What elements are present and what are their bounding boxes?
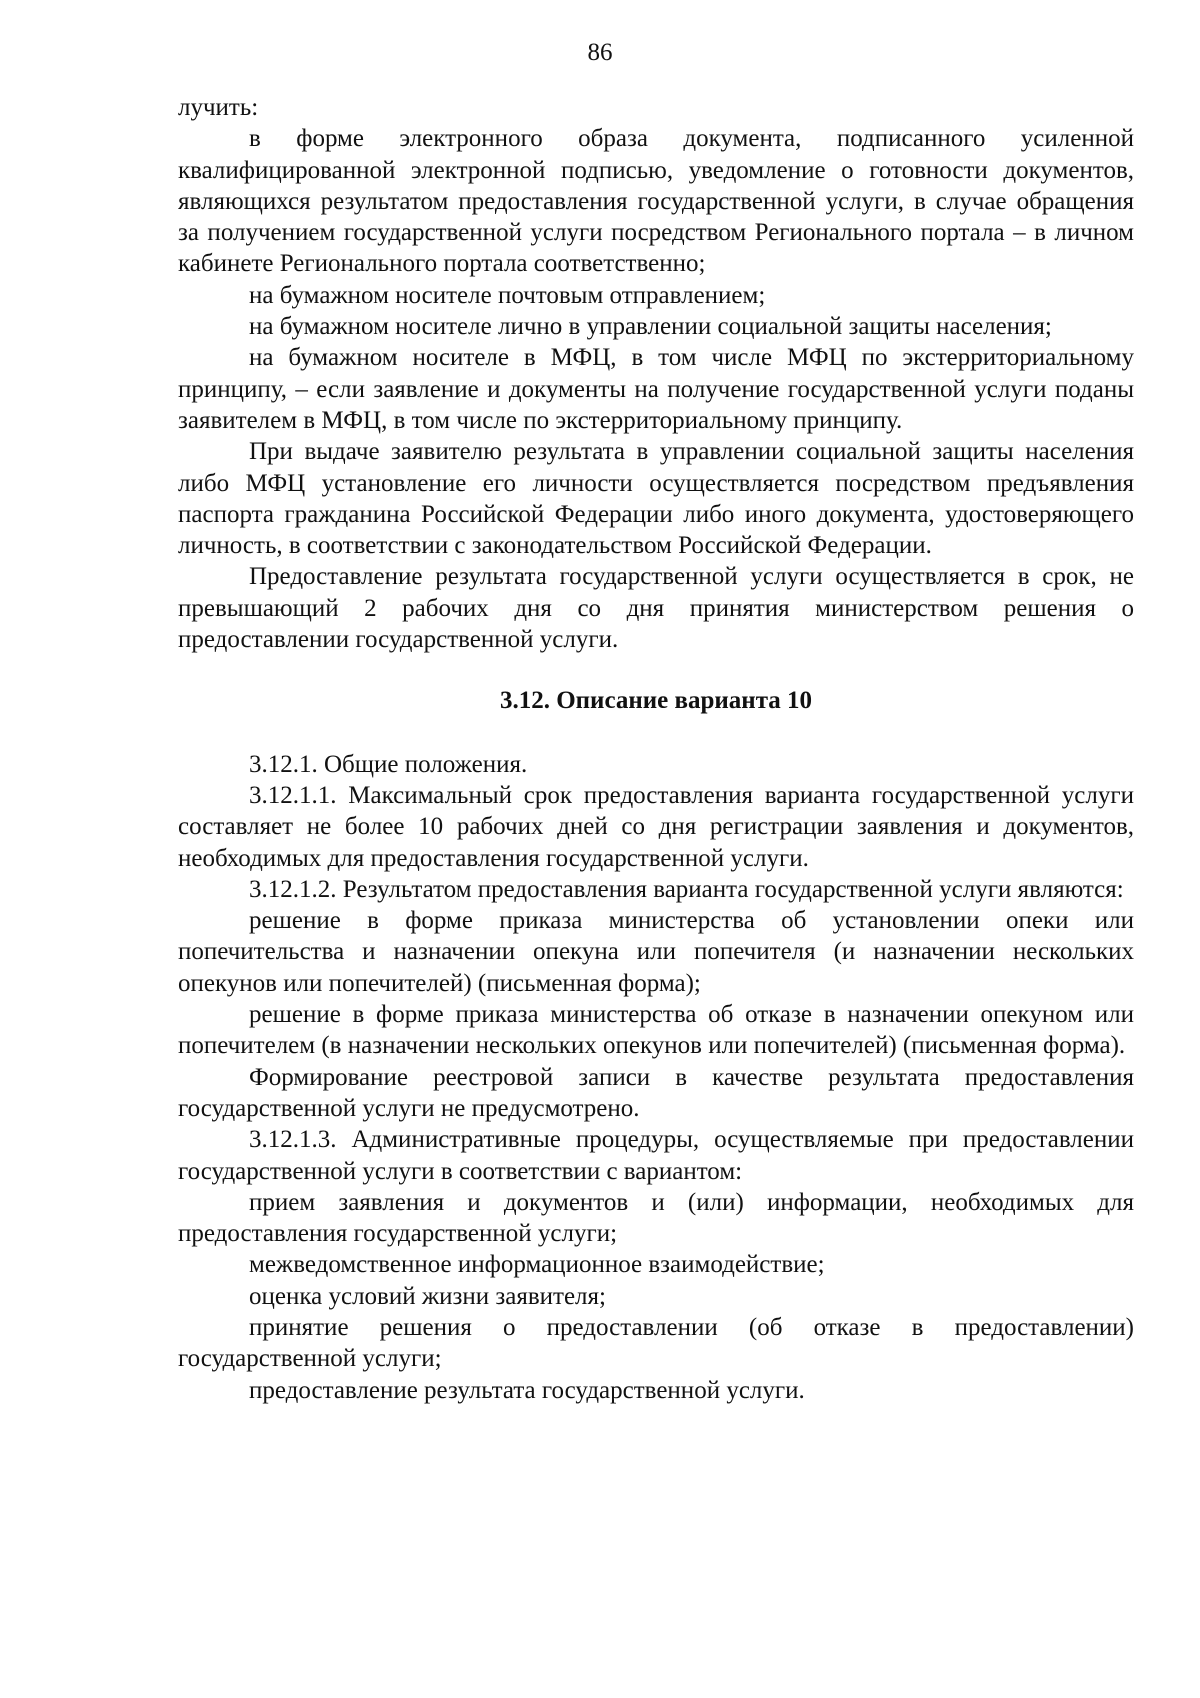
paragraph: решение в форме приказа министерства об установлении опеки или попечительства и назначении опекуна или попечителя (и назначении нескольких опекунов или попечителей) (письменная форма);	[178, 907, 1134, 997]
paragraph: 3.12.1.2. Результатом предоставления варианта государственной услуги являются:	[249, 875, 1124, 903]
paragraph: Формирование реестровой записи в качестве результата предоставления государственной услуги не предусмотрено.	[178, 1063, 1134, 1122]
paragraph: При выдаче заявителю результата в управлении социальной защиты населения либо МФЦ установление его личности осуществляется посредством предъявления паспорта гражданина Российской Федерации либо иного документа, удостоверяющего личность, в соответствии с законодательством Российской Федерации.	[178, 438, 1134, 560]
paragraph: Предоставление результата государственной услуги осуществляется в срок, не превышающий 2 рабочих дня со дня принятия министерством решения о предоставлении государственной услуги.	[178, 563, 1134, 654]
paragraph: решение в форме приказа министерства об отказе в назначении опекуном или попечителем (в назначении нескольких опекунов или попечителей) (письменная форма).	[178, 1001, 1134, 1060]
paragraph: 3.12.1.1. Максимальный срок предоставления варианта государственной услуги составляет не более 10 рабочих дней со дня регистрации заявления и документов, необходимых для предоставления государственной услуги.	[178, 781, 1134, 872]
paragraph: в форме электронного образа документа, подписанного усиленной квалифицированной электронной подписью, уведомление о готовности документов, являющихся результатом предоставления государственной услуги, в случае обращения за получением государственной услуги посредством Регионального портала – в личном кабинете Регионального портала соответственно;	[178, 125, 1134, 278]
paragraph: лучить:	[178, 94, 259, 121]
paragraph: межведомственное информационное взаимодействие;	[249, 1251, 825, 1279]
page-number: 86	[587, 39, 613, 66]
paragraph: оценка условий жизни заявителя;	[249, 1282, 606, 1310]
section-heading: 3.12. Описание варианта 10	[499, 687, 813, 715]
paragraph: на бумажном носителе лично в управлении социальной защиты населения;	[249, 313, 1052, 341]
paragraph: предоставление результата государственной услуги.	[249, 1376, 805, 1404]
paragraph: 3.12.1.3. Административные процедуры, осуществляемые при предоставлении государственной услуги в соответствии с вариантом:	[178, 1126, 1134, 1185]
document-body	[178, 92, 1134, 1406]
paragraph: на бумажном носителе в МФЦ, в том числе МФЦ по экстерриториальному принципу, – если заявление и документы на получение государственной услуги поданы заявителем в МФЦ, в том числе по экстерриториальному принципу.	[178, 344, 1134, 434]
paragraph: 3.12.1. Общие положения.	[249, 750, 528, 778]
paragraph: принятие решения о предоставлении (об отказе в предоставлении) государственной услуги;	[178, 1313, 1134, 1373]
paragraph: на бумажном носителе почтовым отправлением;	[249, 281, 766, 309]
paragraph: прием заявления и документов и (или) информации, необходимых для предоставления государственной услуги;	[178, 1188, 1134, 1248]
